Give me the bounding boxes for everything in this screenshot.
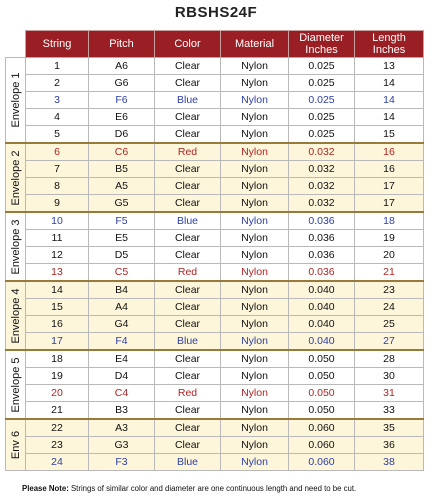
cell-string: 15 [26, 299, 89, 316]
cell-color: Clear [155, 75, 221, 92]
cell-material: Nylon [221, 402, 289, 420]
cell-material: Nylon [221, 368, 289, 385]
cell-length: 16 [355, 143, 424, 161]
header-color: Color [155, 31, 221, 58]
cell-material: Nylon [221, 437, 289, 454]
cell-material: Nylon [221, 281, 289, 299]
table-row [6, 350, 424, 368]
cell-string: 2 [26, 75, 89, 92]
envelope-label-cell [6, 143, 26, 212]
cell-length: 31 [355, 385, 424, 402]
cell-diameter: 0.025 [289, 109, 355, 126]
table-row [6, 143, 424, 161]
cell-pitch: D5 [89, 247, 155, 264]
page-title: RBSHS24F [174, 4, 258, 21]
cell-string: 14 [26, 281, 89, 299]
table-row [6, 247, 424, 264]
cell-length: 38 [355, 454, 424, 471]
cell-pitch: B4 [89, 281, 155, 299]
cell-color: Clear [155, 195, 221, 213]
cell-diameter: 0.040 [289, 281, 355, 299]
cell-color: Clear [155, 109, 221, 126]
footnote-label: Please Note: [22, 484, 69, 493]
header-row [6, 31, 424, 58]
cell-color: Clear [155, 316, 221, 333]
cell-pitch: F4 [89, 333, 155, 351]
cell-diameter: 0.040 [289, 316, 355, 333]
cell-diameter: 0.032 [289, 161, 355, 178]
cell-string: 9 [26, 195, 89, 213]
cell-material: Nylon [221, 333, 289, 351]
cell-diameter: 0.032 [289, 143, 355, 161]
cell-length: 21 [355, 264, 424, 282]
cell-color: Clear [155, 126, 221, 144]
envelope-label-cell [6, 58, 26, 144]
cell-diameter: 0.050 [289, 350, 355, 368]
envelope-label: Envelope 3 [9, 218, 22, 275]
table-row [6, 454, 424, 471]
cell-diameter: 0.036 [289, 264, 355, 282]
table-row [6, 419, 424, 437]
table-row [6, 316, 424, 333]
cell-pitch: D4 [89, 368, 155, 385]
table-row [6, 126, 424, 144]
cell-string: 11 [26, 230, 89, 247]
cell-pitch: F3 [89, 454, 155, 471]
cell-diameter: 0.060 [289, 454, 355, 471]
cell-material: Nylon [221, 350, 289, 368]
table-row [6, 281, 424, 299]
cell-length: 17 [355, 195, 424, 213]
cell-material: Nylon [221, 264, 289, 282]
cell-string: 5 [26, 126, 89, 144]
cell-length: 16 [355, 161, 424, 178]
cell-color: Clear [155, 247, 221, 264]
cell-material: Nylon [221, 161, 289, 178]
envelope-label-cell [6, 212, 26, 281]
string-table [5, 30, 424, 471]
cell-color: Clear [155, 230, 221, 247]
cell-pitch: A4 [89, 299, 155, 316]
cell-length: 23 [355, 281, 424, 299]
cell-diameter: 0.060 [289, 419, 355, 437]
cell-color: Red [155, 385, 221, 402]
cell-pitch: C4 [89, 385, 155, 402]
cell-string: 10 [26, 212, 89, 230]
cell-diameter: 0.040 [289, 299, 355, 316]
table-row [6, 195, 424, 213]
table-row [6, 368, 424, 385]
cell-color: Red [155, 264, 221, 282]
cell-diameter: 0.050 [289, 402, 355, 420]
cell-material: Nylon [221, 143, 289, 161]
cell-pitch: F5 [89, 212, 155, 230]
table-row [6, 109, 424, 126]
cell-diameter: 0.032 [289, 178, 355, 195]
cell-diameter: 0.025 [289, 92, 355, 109]
table-row [6, 385, 424, 402]
cell-length: 24 [355, 299, 424, 316]
cell-length: 36 [355, 437, 424, 454]
envelope-label: Envelope 1 [9, 72, 22, 128]
table-row [6, 58, 424, 75]
cell-diameter: 0.025 [289, 58, 355, 75]
cell-diameter: 0.036 [289, 212, 355, 230]
envelope-label-cell [6, 350, 26, 419]
header-string: String [26, 31, 89, 58]
cell-pitch: G6 [89, 75, 155, 92]
cell-length: 19 [355, 230, 424, 247]
cell-string: 13 [26, 264, 89, 282]
cell-string: 17 [26, 333, 89, 351]
header-diameter: Diameter Inches [289, 31, 355, 58]
cell-pitch: B5 [89, 161, 155, 178]
cell-length: 15 [355, 126, 424, 144]
cell-pitch: G4 [89, 316, 155, 333]
cell-length: 14 [355, 75, 424, 92]
table-row [6, 299, 424, 316]
cell-material: Nylon [221, 419, 289, 437]
cell-string: 3 [26, 92, 89, 109]
cell-material: Nylon [221, 230, 289, 247]
cell-material: Nylon [221, 316, 289, 333]
cell-color: Clear [155, 419, 221, 437]
cell-material: Nylon [221, 385, 289, 402]
cell-material: Nylon [221, 58, 289, 75]
footnote [22, 484, 356, 493]
cell-material: Nylon [221, 454, 289, 471]
cell-material: Nylon [221, 126, 289, 144]
cell-string: 8 [26, 178, 89, 195]
cell-pitch: E6 [89, 109, 155, 126]
cell-color: Clear [155, 58, 221, 75]
cell-string: 6 [26, 143, 89, 161]
table-row [6, 333, 424, 351]
table-row [6, 437, 424, 454]
cell-string: 22 [26, 419, 89, 437]
cell-string: 12 [26, 247, 89, 264]
cell-length: 25 [355, 316, 424, 333]
cell-color: Clear [155, 402, 221, 420]
cell-diameter: 0.032 [289, 195, 355, 213]
envelope-label: Envelope 2 [9, 149, 22, 206]
header-pitch: Pitch [89, 31, 155, 58]
table-row [6, 212, 424, 230]
cell-pitch: C6 [89, 143, 155, 161]
header-material: Material [221, 31, 289, 58]
cell-material: Nylon [221, 92, 289, 109]
cell-length: 33 [355, 402, 424, 420]
cell-length: 18 [355, 212, 424, 230]
cell-pitch: G5 [89, 195, 155, 213]
table-row [6, 230, 424, 247]
cell-string: 1 [26, 58, 89, 75]
cell-string: 4 [26, 109, 89, 126]
cell-string: 18 [26, 350, 89, 368]
table-row [6, 264, 424, 282]
cell-length: 30 [355, 368, 424, 385]
envelope-label: Envelope 4 [9, 287, 22, 344]
cell-string: 20 [26, 385, 89, 402]
cell-diameter: 0.025 [289, 75, 355, 92]
cell-color: Clear [155, 178, 221, 195]
footnote-text: Strings of similar color and diameter are one continuous length and need to be cut. [68, 484, 357, 493]
cell-diameter: 0.060 [289, 437, 355, 454]
cell-length: 14 [355, 92, 424, 109]
cell-material: Nylon [221, 195, 289, 213]
cell-string: 23 [26, 437, 89, 454]
cell-length: 28 [355, 350, 424, 368]
envelope-label-cell [6, 281, 26, 350]
cell-pitch: F6 [89, 92, 155, 109]
cell-diameter: 0.040 [289, 333, 355, 351]
header-length: Length Inches [355, 31, 424, 58]
cell-string: 21 [26, 402, 89, 420]
cell-string: 7 [26, 161, 89, 178]
cell-pitch: D6 [89, 126, 155, 144]
cell-string: 24 [26, 454, 89, 471]
cell-material: Nylon [221, 299, 289, 316]
cell-material: Nylon [221, 75, 289, 92]
cell-color: Clear [155, 281, 221, 299]
envelope-label-cell [6, 419, 26, 471]
cell-length: 13 [355, 58, 424, 75]
envelope-label: Envelope 5 [9, 356, 22, 413]
cell-pitch: G3 [89, 437, 155, 454]
cell-string: 16 [26, 316, 89, 333]
cell-material: Nylon [221, 212, 289, 230]
cell-color: Clear [155, 299, 221, 316]
cell-diameter: 0.050 [289, 368, 355, 385]
cell-length: 20 [355, 247, 424, 264]
cell-pitch: C5 [89, 264, 155, 282]
cell-color: Blue [155, 333, 221, 351]
cell-color: Clear [155, 437, 221, 454]
cell-color: Red [155, 143, 221, 161]
cell-color: Clear [155, 161, 221, 178]
cell-pitch: B3 [89, 402, 155, 420]
cell-color: Clear [155, 368, 221, 385]
cell-pitch: A6 [89, 58, 155, 75]
cell-color: Blue [155, 92, 221, 109]
table-body [6, 58, 424, 471]
cell-material: Nylon [221, 109, 289, 126]
cell-pitch: A5 [89, 178, 155, 195]
cell-color: Blue [155, 212, 221, 230]
table-row [6, 402, 424, 420]
cell-length: 17 [355, 178, 424, 195]
cell-color: Clear [155, 350, 221, 368]
table-row [6, 178, 424, 195]
cell-pitch: A3 [89, 419, 155, 437]
cell-length: 35 [355, 419, 424, 437]
cell-material: Nylon [221, 247, 289, 264]
envelope-label: Env 6 [9, 430, 22, 460]
cell-material: Nylon [221, 178, 289, 195]
cell-pitch: E5 [89, 230, 155, 247]
cell-diameter: 0.025 [289, 126, 355, 144]
cell-diameter: 0.036 [289, 230, 355, 247]
table-row [6, 92, 424, 109]
header-spacer [6, 31, 26, 58]
table-row [6, 75, 424, 92]
table-row [6, 161, 424, 178]
cell-diameter: 0.036 [289, 247, 355, 264]
cell-color: Blue [155, 454, 221, 471]
cell-diameter: 0.050 [289, 385, 355, 402]
cell-string: 19 [26, 368, 89, 385]
cell-pitch: E4 [89, 350, 155, 368]
cell-length: 27 [355, 333, 424, 351]
cell-length: 14 [355, 109, 424, 126]
